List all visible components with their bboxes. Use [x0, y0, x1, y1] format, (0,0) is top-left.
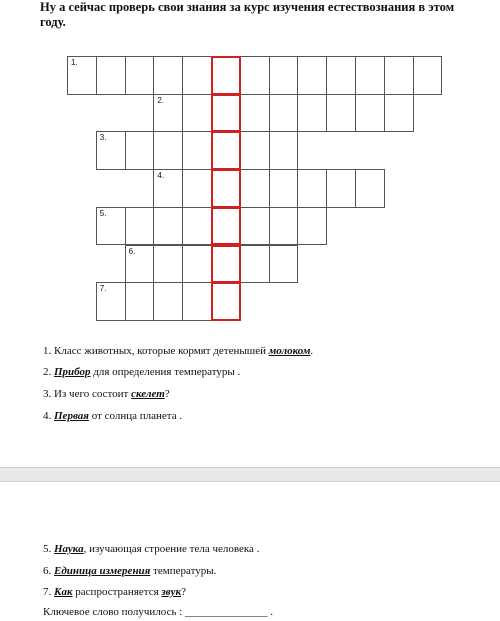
question-text-end: температуры.: [150, 565, 217, 577]
crossword-cell: [153, 207, 183, 246]
keyword-cell: [211, 169, 241, 208]
crossword-cell: [96, 56, 126, 95]
question-2: [43, 366, 240, 379]
crossword-cell: [326, 94, 356, 133]
crossword-cell: [240, 245, 270, 284]
crossword-cell: [326, 56, 356, 95]
clue-number: 6.: [128, 246, 136, 256]
keyword-cell: [211, 245, 241, 284]
question-number: 2.: [43, 366, 52, 378]
question-text: Из чего состоит: [51, 388, 132, 400]
question-text-end: .: [310, 345, 314, 357]
question-text-end: ?: [164, 388, 170, 400]
clue-number: 7.: [99, 284, 107, 294]
question-number: 4.: [43, 410, 52, 422]
question-text-end: , изучающая строение тела человека .: [83, 543, 260, 555]
crossword-cell: [153, 169, 183, 208]
question-text-mid: распространяется: [72, 586, 162, 598]
clue-number: 1.: [71, 58, 78, 67]
question-7: [43, 586, 186, 599]
crossword-cell: [240, 94, 270, 133]
question-keyword: Наука: [54, 543, 84, 555]
keyword-cell: [211, 131, 241, 170]
clue-number: 4.: [157, 171, 165, 181]
keyword-cell: [211, 207, 241, 246]
crossword-cell: [125, 207, 155, 246]
crossword-cell: [96, 131, 126, 170]
clue-number: 3.: [99, 133, 107, 143]
crossword-cell: [240, 131, 270, 170]
question-keyword: Прибор: [54, 366, 91, 378]
crossword-cell: [67, 56, 97, 95]
crossword-cell: [326, 169, 356, 208]
crossword-cell: [182, 282, 212, 321]
crossword-cell: [182, 94, 212, 133]
question-5: [43, 543, 259, 556]
question-4: [43, 410, 182, 423]
crossword-cell: [182, 56, 212, 95]
crossword-cell: [96, 282, 126, 321]
crossword-cell: [297, 169, 327, 208]
crossword-cell: [269, 207, 299, 246]
keyword-cell: [211, 94, 241, 133]
keyword-cell: [211, 282, 241, 321]
page-title: Ну а сейчас проверь свои знания за курс изучения естествознания в этом году.: [40, 0, 455, 29]
crossword-cell: [269, 131, 299, 170]
question-3: [43, 388, 170, 401]
crossword-cell: [125, 56, 155, 95]
crossword-cell: [125, 282, 155, 321]
crossword-cell: [355, 56, 385, 95]
keyword-cell: [211, 56, 241, 95]
clue-number: 2.: [157, 95, 165, 105]
crossword-cell: [125, 245, 155, 284]
crossword-cell: [240, 56, 270, 95]
question-number: 3.: [43, 388, 52, 400]
question-number: 7.: [43, 586, 52, 598]
question-keyword: скелет: [131, 388, 165, 400]
crossword-cell: [182, 245, 212, 284]
crossword-cell: [153, 94, 183, 133]
question-text-end: от солнца планета .: [88, 410, 183, 422]
crossword-cell: [240, 207, 270, 246]
keyword-answer-line: Ключевое слово получилось : _______________ .: [43, 606, 274, 618]
crossword-cell: [355, 94, 385, 133]
question-number: 5.: [43, 543, 52, 555]
clue-number: 5.: [99, 208, 107, 218]
crossword-cell: [125, 131, 155, 170]
crossword-cell: [269, 56, 299, 95]
crossword-cell: [182, 131, 212, 170]
crossword-cell: [153, 282, 183, 321]
crossword-cell: [240, 169, 270, 208]
crossword-cell: [269, 169, 299, 208]
crossword-cell: [96, 207, 126, 246]
crossword-cell: [384, 56, 414, 95]
question-text-end: для определения температуры .: [90, 366, 241, 378]
crossword-cell: [355, 169, 385, 208]
crossword-cell: [269, 245, 299, 284]
crossword-cell: [153, 56, 183, 95]
crossword-cell: [297, 94, 327, 133]
question-keyword: Как: [54, 586, 73, 598]
question-1: [43, 345, 313, 358]
question-keyword: молоком: [268, 345, 311, 357]
question-number: 1.: [43, 345, 52, 357]
question-text: Класс животных, которые кормят детенышей: [51, 345, 269, 357]
question-number: 6.: [43, 565, 52, 577]
crossword-cell: [153, 245, 183, 284]
crossword-cell: [182, 169, 212, 208]
crossword-cell: [182, 207, 212, 246]
question-keyword-2: звук: [161, 586, 182, 598]
crossword-cell: [384, 94, 414, 133]
crossword-cell: [153, 131, 183, 170]
crossword-cell: [413, 56, 443, 95]
crossword-cell: [297, 207, 327, 246]
question-keyword: Единица измерения: [54, 565, 151, 577]
crossword-cell: [297, 56, 327, 95]
question-6: [43, 565, 216, 578]
question-text-end: ?: [181, 586, 186, 598]
worksheet-page-2: [0, 481, 500, 621]
crossword-cell: [269, 94, 299, 133]
question-keyword: Первая: [54, 410, 89, 422]
